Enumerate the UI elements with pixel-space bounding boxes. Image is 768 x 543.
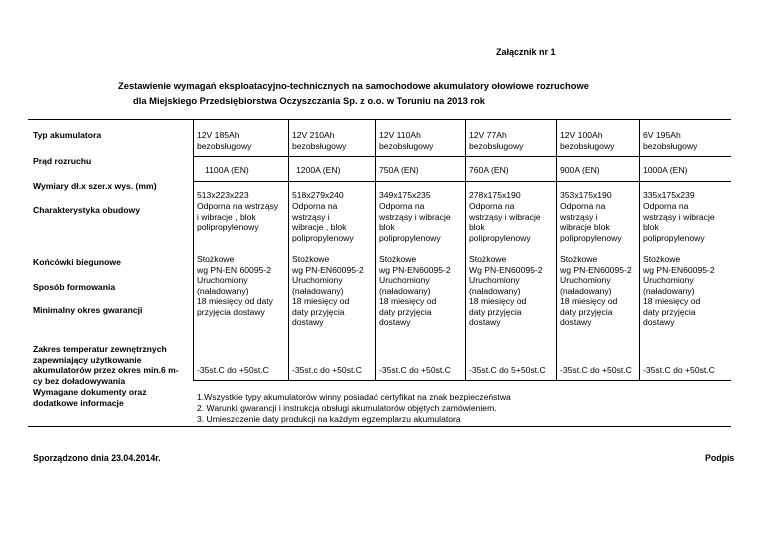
- row-rule-type: [193, 156, 731, 157]
- label-temp: Zakres temperatur zewnętrznych zapewniający użytkowanie akumulatorów przez okres min.6 m-cy bez doładowywania: [33, 344, 179, 386]
- cell-housing: Odporna na wstrząsy i wibracje blok polipropylenowy: [379, 201, 451, 243]
- cell-dims: 349x175x235: [379, 190, 431, 200]
- prepared-date: Sporządzono dnia 23.04.2014r.: [33, 453, 161, 463]
- cell-warranty: 18 miesięcy od daty przyjęcia dostawy: [643, 296, 701, 328]
- label-dims: Wymiary dł.x szer.x wys. (mm): [33, 181, 157, 191]
- note-3: 3. Umieszczenie daty produkcji na każdym egzemplarzu akumulatora: [197, 414, 461, 424]
- cell-dims: 278x175x190: [469, 190, 521, 200]
- col-sep-2: [288, 119, 289, 380]
- cell-forming: Uruchomiony (naładowany): [292, 275, 344, 296]
- col-sep-4: [465, 119, 466, 380]
- cell-temp: -35st.C do 5+50st.C: [469, 365, 546, 375]
- cell-type: 6V 195Ah bezobsługowy: [643, 130, 698, 151]
- cell-warranty: 18 miesięcy od daty przyjęcia dostawy: [560, 296, 618, 328]
- label-terminals: Końcówki biegunowe: [33, 257, 121, 267]
- cell-current: 760A (EN): [469, 165, 509, 175]
- cell-terminals: Stożkowe wg PN-EN60095-2: [643, 254, 715, 275]
- table-top-rule: [28, 119, 731, 120]
- col-sep-6: [639, 119, 640, 380]
- cell-dims: 335x175x239: [643, 190, 695, 200]
- cell-dims: 518x279x240: [292, 190, 344, 200]
- label-warranty: Minimalny okres gwarancji: [33, 305, 143, 315]
- cell-terminals: Stożkowe wg PN-EN60095-2: [292, 254, 364, 275]
- cell-current: 750A (EN): [379, 165, 419, 175]
- col-sep-5: [556, 119, 557, 380]
- cell-type: 12V 110Ah bezobsługowy: [379, 130, 434, 151]
- signature-label: Podpis: [705, 453, 735, 463]
- cell-temp: -35st.C do +50st.C: [643, 365, 715, 375]
- cell-terminals: Stożkowe Wg PN-EN60095-2: [469, 254, 543, 275]
- cell-current: 1200A (EN): [296, 165, 341, 175]
- cell-housing: Odporna na wstrząsy i wibracje blok polipropylenowy: [643, 201, 715, 243]
- note-2: 2. Warunki gwarancji i instrukcja obsługi akumulatorów objętych zamówieniem.: [197, 403, 497, 413]
- cell-type: 12V 77Ah bezobsługowy: [469, 130, 524, 151]
- cell-type: 12V 185Ah bezobsługowy: [197, 130, 252, 151]
- label-type: Typ akumulatora: [33, 130, 102, 140]
- cell-current: 1100A (EN): [205, 165, 249, 175]
- cell-dims: 353x175x190: [560, 190, 612, 200]
- cell-type: 12V 210Ah bezobsługowy: [292, 130, 347, 151]
- cell-current: 900A (EN): [560, 165, 600, 175]
- cell-current: 1000A (EN): [643, 165, 688, 175]
- cell-housing: Odporna na wstrząsy i wibracje blok polipropylenowy: [560, 201, 622, 243]
- cell-housing: Odporna na wstrząsy i wibracje , blok polipropylenowy: [197, 201, 279, 233]
- cell-warranty: 18 miesięcy od daty przyjęcia dostawy: [469, 296, 527, 328]
- cell-housing: Odporna na wstrząsy i wibracje blok polipropylenowy: [469, 201, 541, 243]
- note-1: 1.Wszystkie typy akumulatorów winny posiadać certyfikat na znak bezpieczeństwa: [197, 392, 511, 402]
- cell-temp: -35st.C do +50st.C: [560, 365, 632, 375]
- label-housing: Charakterystyka obudowy: [33, 205, 140, 215]
- label-docs: Wymagane dokumenty oraz dodatkowe informacje: [33, 387, 147, 408]
- cell-warranty: 18 miesięcy od daty przyjęcia dostawy: [197, 296, 273, 317]
- cell-terminals: Stożkowe wg PN-EN60095-2: [560, 254, 632, 275]
- cell-housing: Odporna na wstrząsy i wibracje , blok polipropylenowy: [292, 201, 354, 243]
- cell-warranty: 18 miesięcy od daty przyjęcia dostawy: [292, 296, 350, 328]
- cell-forming: Uruchomiony (naładowany): [469, 275, 521, 296]
- cell-forming: Uruchomiony (naładowany): [643, 275, 695, 296]
- cell-forming: Uruchomiony (naładowany): [379, 275, 431, 296]
- label-current: Prąd rozruchu: [33, 156, 92, 166]
- cell-temp: -35st.C do +50st.C: [197, 365, 269, 375]
- col-sep-1: [193, 119, 194, 380]
- cell-terminals: Stożkowe wg PN-EN 60095-2: [197, 254, 272, 275]
- cell-type: 12V 100Ah bezobsługowy: [560, 130, 615, 151]
- cell-temp: -35st.C do +50st.C: [379, 365, 451, 375]
- cell-warranty: 18 miesięcy od daty przyjęcia dostawy: [379, 296, 437, 328]
- row-rule-current: [193, 181, 731, 182]
- attachment-label: Załącznik nr 1: [496, 47, 556, 57]
- table-bottom-rule: [28, 426, 731, 427]
- col-sep-3: [375, 119, 376, 380]
- cell-terminals: Stożkowe wg PN-EN60095-2: [379, 254, 451, 275]
- title-line-1: Zestawienie wymagań eksploatacyjno-technicznych na samochodowe akumulatory ołowiowe rozruchowe: [118, 80, 589, 91]
- cell-temp: -35st.c do +50st.C: [292, 365, 362, 375]
- label-forming: Sposób formowania: [33, 282, 116, 292]
- cell-dims: 513x223x223: [197, 190, 249, 200]
- row-rule-temp: [193, 380, 731, 381]
- title-line-2: dla Miejskiego Przedsiębiorstwa Oczyszczania Sp. z o.o. w Toruniu na 2013 rok: [133, 95, 486, 106]
- cell-forming: Uruchomiony (naładowany): [560, 275, 612, 296]
- cell-forming: Uruchomiony (naładowany): [197, 275, 249, 296]
